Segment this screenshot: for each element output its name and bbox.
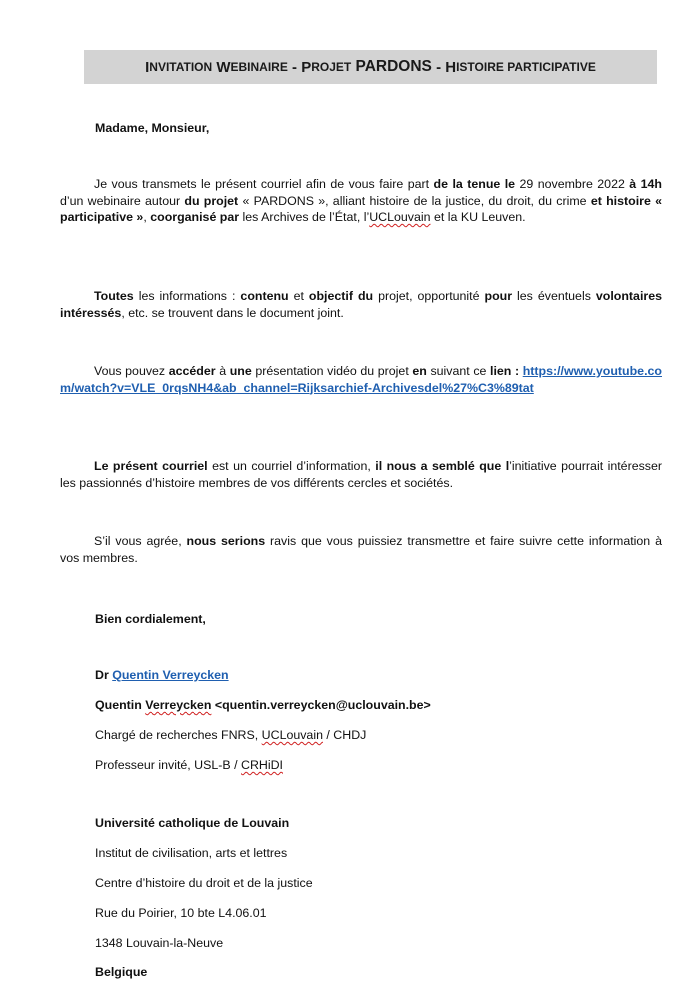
signature-email-line: Quentin Verreycken <quentin.verreycken@uclouvain.be>	[95, 698, 431, 712]
paragraph-request: S’il vous agrée, nous serions ravis que vous puissiez transmettre et faire suivre cette information à vos membres.	[60, 534, 662, 565]
document-title	[84, 50, 657, 84]
paragraph-video: Vous pouvez accéder à une présentation vidéo du projet en suivant ce lien : https://www.youtube.com/watch?v=VLE_0rqsNH4&ab_channel=Rijksarchief-Archivesdel%27%C3%89tat	[60, 364, 662, 395]
address-centre: Centre d’histoire du droit et de la justice	[95, 876, 313, 890]
address-institute: Institut de civilisation, arts et lettres	[95, 846, 288, 860]
title-part: I	[145, 58, 150, 76]
address-city: 1348 Louvain-la-Neuve	[95, 936, 224, 950]
signature-role-usl: Professeur invité, USL-B / CRHiDI	[95, 758, 283, 772]
paragraph-info: Toutes les informations : contenu et objectif du projet, opportunité pour les éventuels volontaires intéressés, etc. se trouvent dans le document joint.	[60, 289, 662, 320]
signature-role-fnrs: Chargé de recherches FNRS, UCLouvain / CHDJ	[95, 728, 367, 742]
title-part: P	[301, 58, 312, 76]
closing: Bien cordialement,	[95, 612, 206, 626]
title-part: PARDONS	[351, 58, 432, 75]
title-part: EBINAIRE	[230, 60, 288, 74]
title-part: H	[445, 58, 457, 76]
title-part: NVITATION	[149, 60, 213, 74]
greeting: Madame, Monsieur,	[95, 121, 210, 135]
address-university: Université catholique de Louvain	[95, 816, 290, 830]
address-street: Rue du Poirier, 10 bte L4.06.01	[95, 906, 267, 920]
youtube-video-link[interactable]: https://www.youtube.com/watch?v=VLE_0rqsNH4&ab_channel=Rijksarchief-Archivesdel%27%C3%89tat	[60, 364, 662, 395]
title-part: ISTOIRE PARTICIPATIVE	[456, 60, 596, 74]
title-part: -	[431, 58, 446, 76]
signature-name-link[interactable]: Quentin Verreycken	[112, 668, 229, 682]
title-part: -	[287, 58, 302, 76]
title-part: ROJET	[311, 60, 352, 74]
signature-name-line: Dr Quentin Verreycken	[95, 668, 229, 682]
address-country: Belgique	[95, 965, 148, 979]
paragraph-intro: Je vous transmets le présent courriel afin de vous faire part de la tenue le 29 novembre 2022 à 14h d’un webinaire autour du projet « PARDONS », alliant histoire de la justice, du droit, du crime et histoire « participative », coorganisé par les Archives de l’État, l’UCLouvain et la KU Leuven.	[60, 177, 663, 224]
paragraph-information: Le présent courriel est un courriel d’information, il nous a semblé que l’initiative pourrait intéresser les passionnés d’histoire membres de vos différents cercles et sociétés.	[60, 459, 663, 490]
title-part: W	[216, 58, 231, 76]
